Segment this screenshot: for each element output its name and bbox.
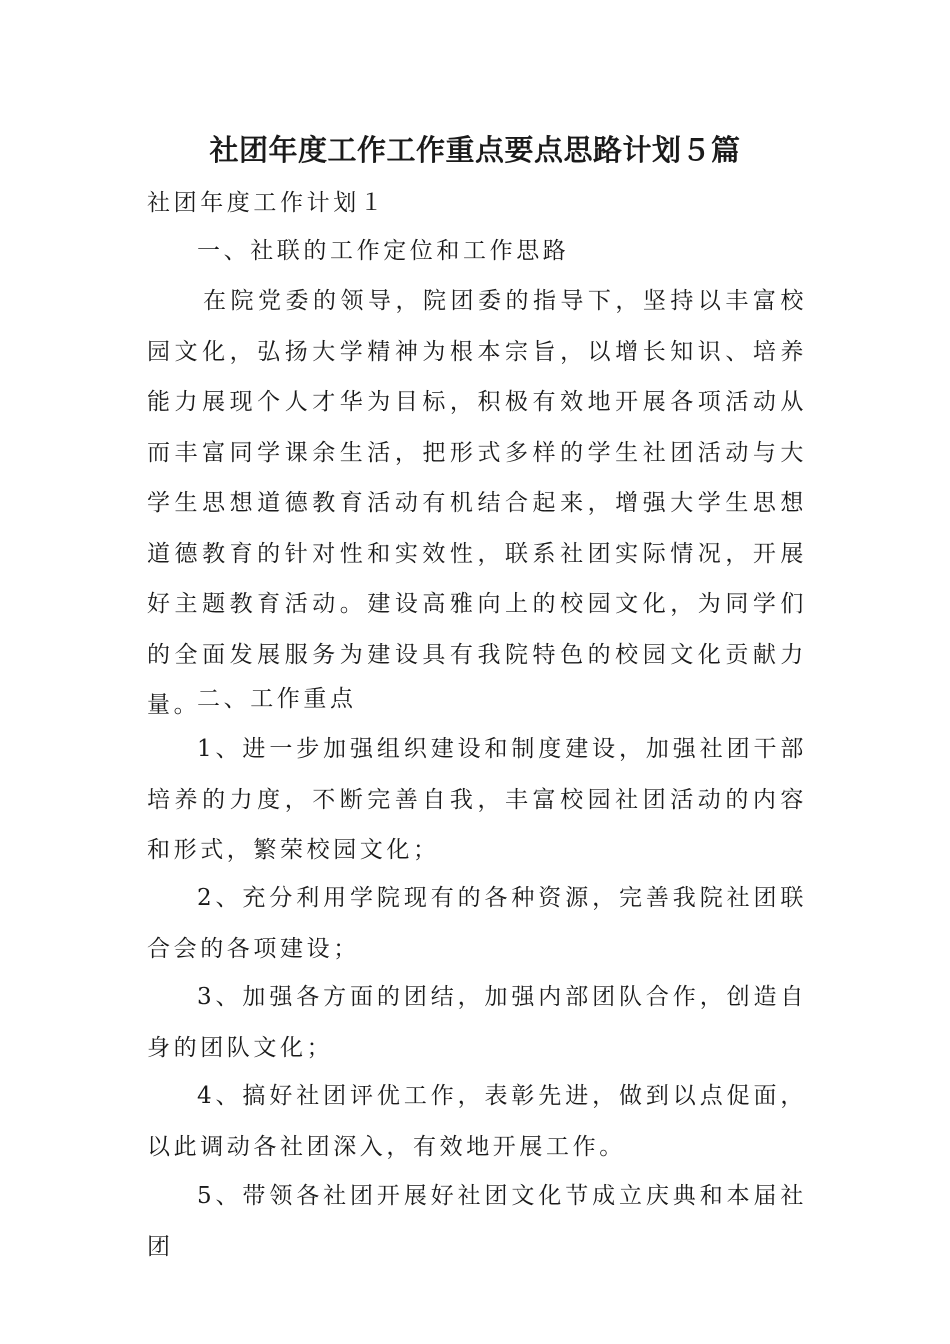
section-paragraph-positioning: 在院党委的领导，院团委的指导下，坚持以丰富校园文化，弘扬大学精神为根本宗旨，以增长知识、培养能力展现个人才华为目标，积极有效地开展各项活动从而丰富同学课余生活，把形式多样的学生社团活动与大学生思想道德教育活动有机结合起来，增强大学生思想道德教育的针对性和实效性，联系社团实际情况，开展好主题教育活动。建设高雅向上的校园文化，为同学们的全面发展服务为建设具有我院特色的校园文化贡献力量。 [147, 288, 807, 718]
section-heading-positioning: 一、社联的工作定位和工作思路 [197, 238, 570, 264]
list-item: 5、带领各社团开展好社团文化节成立庆典和本届社团 [147, 1183, 807, 1260]
section-heading-key-points: 二、工作重点 [197, 686, 357, 712]
list-item: 2、充分利用学院现有的各种资源，完善我院社团联合会的各项建设； [147, 885, 807, 962]
list-item: 4、搞好社团评优工作，表彰先进，做到以点促面，以此调动各社团深入，有效地开展工作。 [147, 1083, 807, 1160]
list-item: 3、加强各方面的团结，加强内部团队合作，创造自身的团队文化； [147, 984, 807, 1061]
document-title: 社团年度工作工作重点要点思路计划５篇 [209, 133, 741, 167]
plan-subtitle: 社团年度工作计划１ [147, 190, 387, 216]
list-item: 1、进一步加强组织建设和制度建设，加强社团干部培养的力度，不断完善自我，丰富校园社团活动的内容和形式，繁荣校园文化； [147, 736, 807, 863]
